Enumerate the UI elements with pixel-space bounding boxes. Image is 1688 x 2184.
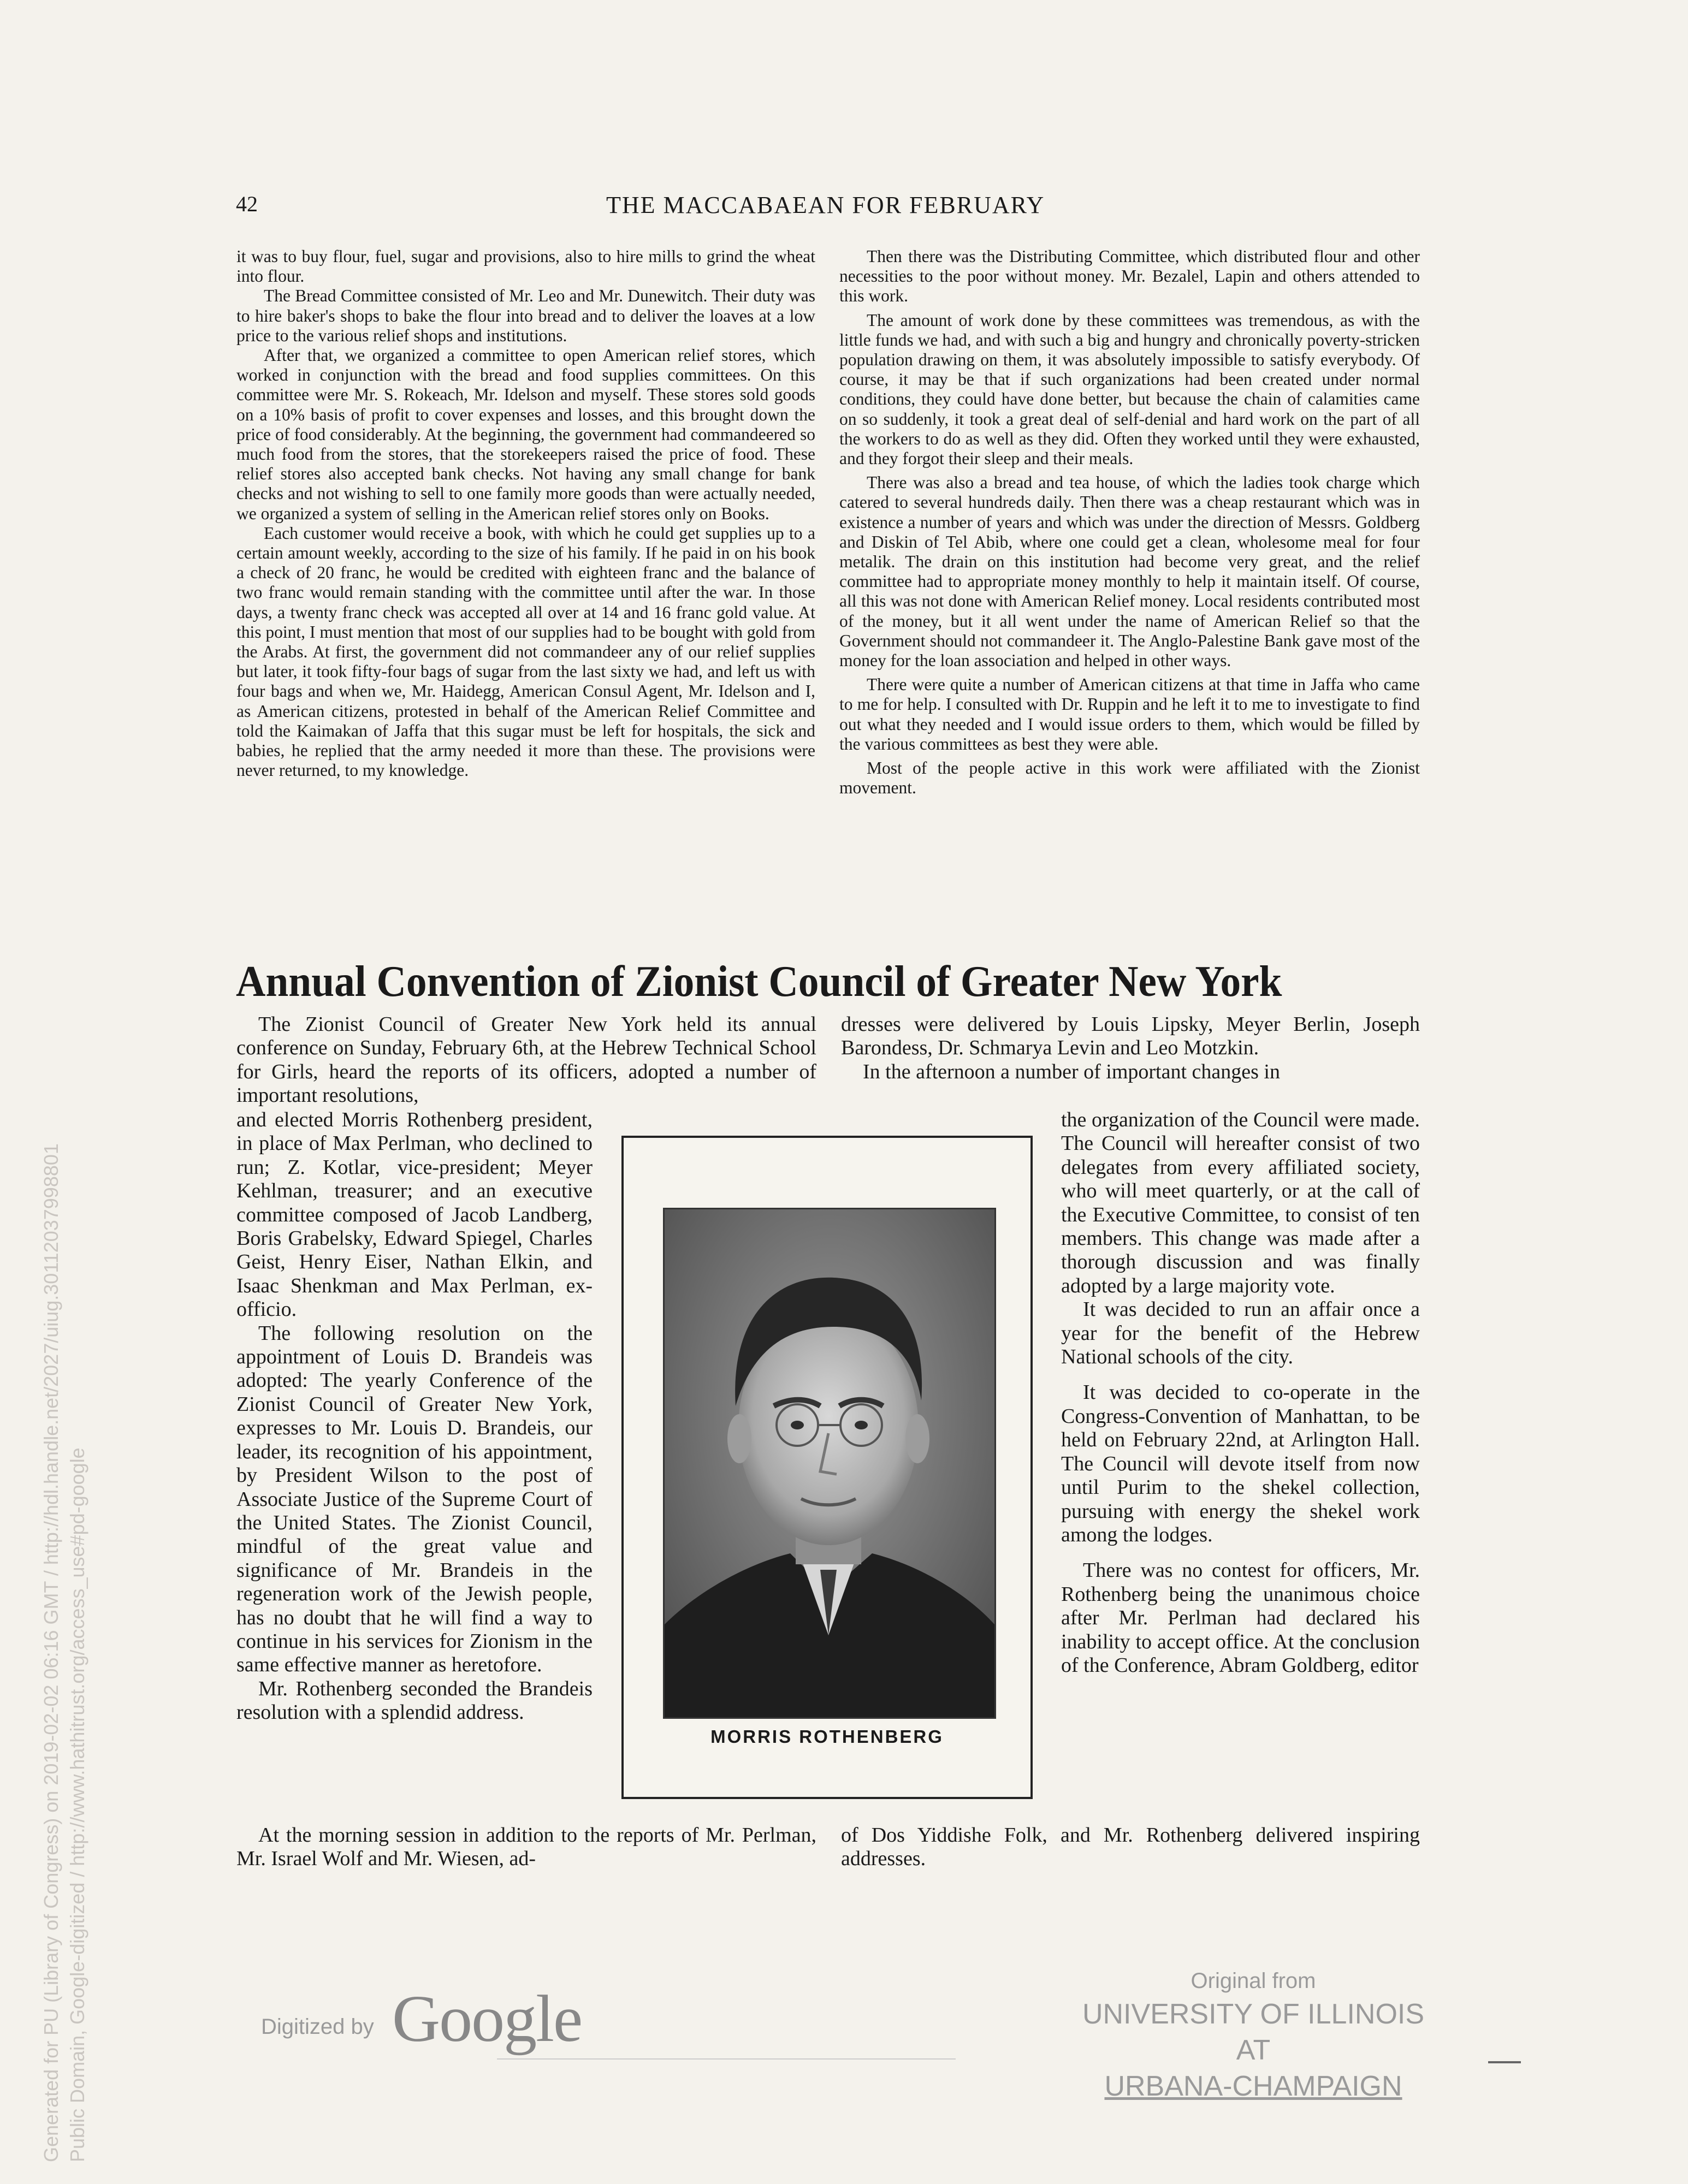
article2-intro-right — [841, 1013, 1420, 1084]
portrait-image — [665, 1209, 994, 1717]
paragraph: the organization of the Council were made. The Council will hereafter consist of two delegates from every affiliated society, who will meet quarterly, or at the call of the Executive Committee, to consist of ten members. This change was made after a thorough discussion and was finally adopted by a large majority vote. — [1061, 1108, 1420, 1297]
paragraph: At the morning session in addition to the reports of Mr. Perlman, Mr. Israel Wolf and Mr. Wiesen, ad- — [236, 1824, 816, 1871]
paragraph: In the afternoon a number of important changes in — [863, 1060, 1280, 1083]
google-logo: Google — [392, 1982, 582, 2056]
article2-intro-left — [236, 1013, 816, 1108]
running-head: THE MACCABAEAN FOR FEBRUARY — [606, 192, 1045, 218]
original-from-block — [1062, 1966, 1444, 2104]
watermark-line: Generated for PU (Library of Congress) on 2019-02-02 06:16 GMT / http://hdl.handle.net/2027/uiug.30112037998801 — [40, 1143, 62, 2162]
article2-right-column — [1061, 1108, 1420, 1677]
article1-left-column — [236, 247, 815, 780]
digitized-by-label: Digitized by — [261, 2015, 374, 2039]
paragraph: It was decided to co-operate in the Congress-Convention of Manhattan, to be held on February 22nd, at Arlington Hall. The Council will devote itself from now until Purim to the shekel collection, pursuing with energy the shekel work among the lodges. — [1061, 1381, 1420, 1546]
article1-right-column — [839, 247, 1420, 798]
article2-bottom-right — [841, 1824, 1420, 1871]
paragraph: The Zionist Council of Greater New York held its annual conference on Sunday, February 6th, at the Hebrew Technical School for Girls, heard the reports of its officers, adopted a number of important resolutions, — [236, 1013, 816, 1107]
paragraph: The amount of work done by these committees was tremendous, as with the little funds we had, and with such a big and hungry and chronically poverty-stricken population drawing on them, it was absolutely impossible to satisfy everybody. Of course, it may be that if such organizations had been created under normal conditions, they could have done better, but because the chain of calamities came on so suddenly, it took a great deal of self-denial and hard work on the part of all the workers to do as well as they did. Often they worked until they were exhausted, and they forgot their sleep and their meals. — [839, 310, 1420, 468]
paragraph: Then there was the Distributing Committee, which distributed flour and other necessities to the poor without money. Mr. Bezalel, Lapin and others attended to this work. — [839, 247, 1420, 306]
university-line-1: UNIVERSITY OF ILLINOIS AT — [1082, 1998, 1425, 2066]
watermark-line: Public Domain, Google-digitized / http://www.hathitrust.org/access_use#pd-google — [66, 1447, 88, 2162]
university-line-2: URBANA-CHAMPAIGN — [1104, 2070, 1402, 2102]
paragraph: There were quite a number of American citizens at that time in Jaffa who came to me for help. I consulted with Dr. Ruppin and he left it to me to investigate to find out what they needed and I would issue orders to them, which would be filled by the various committees as best they were able. — [839, 675, 1420, 753]
dash-mark — [1488, 2061, 1521, 2063]
paragraph: The following resolution on the appointment of Louis D. Brandeis was adopted: The yearly Conference of the Zionist Council of Greater New York, expresses to Mr. Louis D. Brandeis, our leader, its recognition of his appointment, by President Wilson to the post of Associate Justice of the Supreme Court of the United States. The Zionist Council, mindful of the great value and significance of Mr. Brandeis in the regeneration work of the Jewish people, has no doubt that he will find a way to continue in his services for Zionism in the same effective manner as heretofore. — [236, 1321, 593, 1677]
article2-bottom-left — [236, 1824, 816, 1871]
portrait-photo — [663, 1208, 996, 1719]
paragraph: The Bread Committee consisted of Mr. Leo and Mr. Dunewitch. Their duty was to hire baker's shops to bake the flour into bread and to deliver the loaves at a low price to the various relief shops and institutions. — [236, 286, 815, 345]
photo-caption: MORRIS ROTHENBERG — [710, 1726, 944, 1747]
paragraph: There was no contest for officers, Mr. Rothenberg being the unanimous choice after Mr. Perlman had declared his inability to accept office. At the conclusion of the Conference, Abram Goldberg, editor — [1061, 1559, 1420, 1677]
paragraph: of Dos Yiddishe Folk, and Mr. Rothenberg delivered inspiring addresses. — [841, 1824, 1420, 1871]
paragraph: and elected Morris Rothenberg president, in place of Max Perlman, who declined to run; Z. Kotlar, vice-president; Meyer Kehlman, treasurer; and an executive committee composed of Jacob Landberg, Boris Grabelsky, Edward Spiegel, Charles Geist, Henry Eiser, Nathan Elkin, and Isaac Shenkman and Max Perlman, ex-officio. — [236, 1108, 593, 1321]
paragraph: dresses were delivered by Louis Lipsky, Meyer Berlin, Joseph Barondess, Dr. Schmarya Levin and Leo Motzkin. — [841, 1013, 1420, 1060]
paragraph: There was also a bread and tea house, of which the ladies took charge which catered to several hundreds daily. Then there was a cheap restaurant which was in existence a number of years and which was under the direction of Messrs. Goldberg and Diskin of Tel Abib, where one could get a clean, wholesome meal for four metalik. The drain on this institution had become very great, and the relief committee had to appropriate money monthly to help it maintain itself. Of course, all this was not done with American Relief money. Local residents contributed most of the money, but it all went under the name of American Relief so that the Government should not commandeer it. The Anglo-Palestine Bank gave most of the money for the loan association and helped in other ways. — [839, 473, 1420, 670]
scan-artifact-line — [497, 2058, 956, 2060]
page-number: 42 — [236, 192, 258, 216]
photo-frame — [621, 1136, 1033, 1799]
paragraph: It was decided to run an affair once a year for the benefit of the Hebrew National schools of the city. — [1061, 1298, 1420, 1369]
paragraph: Mr. Rothenberg seconded the Brandeis resolution with a splendid address. — [236, 1677, 593, 1724]
article-headline: Annual Convention of Zionist Council of Greater New York — [236, 957, 1282, 1006]
paragraph: it was to buy flour, fuel, sugar and provisions, also to hire mills to grind the wheat into flour. — [236, 247, 815, 286]
original-from-label: Original from — [1191, 1969, 1316, 1993]
hathitrust-watermark — [38, 1143, 91, 2162]
article2-left-column — [236, 1108, 593, 1725]
paragraph: Most of the people active in this work were affiliated with the Zionist movement. — [839, 758, 1420, 798]
paragraph: Each customer would receive a book, with which he could get supplies up to a certain amount weekly, according to the size of his family. If he paid in on his book a check of 20 franc, he would be credited with eighteen franc and the balance of two franc would remain standing with the committee until after the war. In those days, a twenty franc check was accepted all over at 14 and 16 franc gold value. At this point, I must mention that most of our supplies had to be bought with gold from the Arabs. At first, the government did not commandeer any of our relief supplies but later, it took fifty-four bags of sugar from the last sixty we had, and left us with four bags and when we, Mr. Haidegg, American Consul Agent, Mr. Idelson and I, as American citizens, protested in behalf of the American Relief Committee and told the Kaimakan of Jaffa that this sugar must be left for hospitals, the sick and babies, he replied that the army needed it more than these. The provisions were never returned, to my knowledge. — [236, 523, 815, 780]
paragraph: After that, we organized a committee to open American relief stores, which worked in conjunction with the bread and food supplies committees. On this committee were Mr. S. Rokeach, Mr. Idelson and myself. These stores sold goods on a 10% basis of profit to cover expenses and losses, and this brought down the price of food considerably. At the beginning, the government had commandeered so much food from the stores, that the storekeepers raised the price of food. These relief stores also accepted bank checks. Not having any small change for bank checks and not wishing to sell to one family more goods than were actually needed, we organized a system of selling in the American relief stores only on Books. — [236, 346, 815, 523]
